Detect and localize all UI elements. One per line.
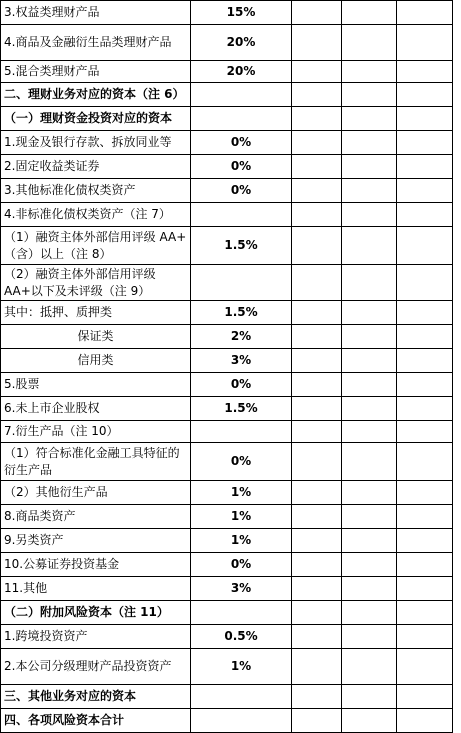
- empty-cell: [292, 1, 342, 25]
- empty-cell: [292, 349, 342, 373]
- empty-cell: [342, 685, 397, 709]
- empty-cell: [292, 553, 342, 577]
- empty-cell: [397, 203, 453, 227]
- empty-cell: [292, 155, 342, 179]
- row-label: 5.混合类理财产品: [1, 61, 191, 83]
- row-label: 3.其他标准化债权类资产: [1, 179, 191, 203]
- empty-cell: [397, 265, 453, 301]
- empty-cell: [397, 649, 453, 685]
- empty-cell: [292, 373, 342, 397]
- empty-cell: [342, 709, 397, 733]
- row-coefficient: 1.5%: [191, 301, 292, 325]
- table-row: [1, 83, 453, 107]
- empty-cell: [342, 649, 397, 685]
- table-row: [1, 203, 453, 227]
- row-coefficient: 3%: [191, 349, 292, 373]
- row-label: 5.股票: [1, 373, 191, 397]
- empty-cell: [292, 25, 342, 61]
- table-row: [1, 625, 453, 649]
- table-row: [1, 265, 453, 301]
- empty-cell: [397, 481, 453, 505]
- row-label: 2.本公司分级理财产品投资资产: [1, 649, 191, 685]
- row-label: 4.非标准化债权类资产（注 7）: [1, 203, 191, 227]
- row-coefficient: [191, 83, 292, 107]
- row-coefficient: [191, 107, 292, 131]
- empty-cell: [397, 107, 453, 131]
- table-row: [1, 25, 453, 61]
- row-coefficient: 0%: [191, 553, 292, 577]
- row-coefficient: 0%: [191, 155, 292, 179]
- empty-cell: [397, 1, 453, 25]
- row-coefficient: [191, 203, 292, 227]
- empty-cell: [397, 83, 453, 107]
- empty-cell: [342, 131, 397, 155]
- row-label: 4.商品及金融衍生品类理财产品: [1, 25, 191, 61]
- empty-cell: [397, 155, 453, 179]
- table-row: [1, 577, 453, 601]
- row-label: 四、各项风险资本合计: [1, 709, 191, 733]
- row-coefficient: 0%: [191, 179, 292, 203]
- row-label: （二）附加风险资本（注 11）: [1, 601, 191, 625]
- empty-cell: [342, 553, 397, 577]
- table-row: [1, 553, 453, 577]
- empty-cell: [397, 685, 453, 709]
- empty-cell: [342, 481, 397, 505]
- row-coefficient: 2%: [191, 325, 292, 349]
- table-row: [1, 505, 453, 529]
- empty-cell: [292, 179, 342, 203]
- row-label: 9.另类资产: [1, 529, 191, 553]
- row-label: （1）符合标准化金融工具特征的衍生产品: [1, 443, 191, 481]
- empty-cell: [397, 709, 453, 733]
- row-label: （一）理财资金投资对应的资本: [1, 107, 191, 131]
- table-row: [1, 443, 453, 481]
- row-label: （2）其他衍生产品: [1, 481, 191, 505]
- empty-cell: [292, 577, 342, 601]
- table-row: [1, 685, 453, 709]
- empty-cell: [292, 709, 342, 733]
- empty-cell: [397, 505, 453, 529]
- row-label: 其中：抵押、质押类: [1, 301, 191, 325]
- empty-cell: [292, 203, 342, 227]
- empty-cell: [342, 179, 397, 203]
- row-coefficient: [191, 709, 292, 733]
- table-row: [1, 155, 453, 179]
- row-label: 信用类: [1, 349, 191, 373]
- row-coefficient: 3%: [191, 577, 292, 601]
- row-coefficient: 20%: [191, 25, 292, 61]
- empty-cell: [397, 301, 453, 325]
- empty-cell: [397, 325, 453, 349]
- empty-cell: [397, 227, 453, 265]
- empty-cell: [397, 529, 453, 553]
- table-body: [1, 1, 453, 733]
- empty-cell: [292, 421, 342, 443]
- row-label: 二、理财业务对应的资本（注 6）: [1, 83, 191, 107]
- empty-cell: [397, 179, 453, 203]
- table-row: [1, 179, 453, 203]
- empty-cell: [292, 301, 342, 325]
- row-label: （1）融资主体外部信用评级 AA+（含）以上（注 8）: [1, 227, 191, 265]
- empty-cell: [342, 529, 397, 553]
- empty-cell: [397, 443, 453, 481]
- table-row: [1, 107, 453, 131]
- row-label: 三、其他业务对应的资本: [1, 685, 191, 709]
- row-label: 2.固定收益类证券: [1, 155, 191, 179]
- empty-cell: [342, 625, 397, 649]
- empty-cell: [342, 227, 397, 265]
- empty-cell: [342, 505, 397, 529]
- empty-cell: [397, 601, 453, 625]
- empty-cell: [342, 265, 397, 301]
- row-coefficient: [191, 421, 292, 443]
- empty-cell: [292, 325, 342, 349]
- empty-cell: [397, 577, 453, 601]
- row-coefficient: 0%: [191, 373, 292, 397]
- row-label: （2）融资主体外部信用评级 AA+以下及未评级（注 9）: [1, 265, 191, 301]
- empty-cell: [342, 325, 397, 349]
- row-label: 11.其他: [1, 577, 191, 601]
- table-row: [1, 131, 453, 155]
- row-coefficient: [191, 601, 292, 625]
- table-row: [1, 709, 453, 733]
- row-coefficient: 0%: [191, 443, 292, 481]
- empty-cell: [292, 61, 342, 83]
- empty-cell: [342, 301, 397, 325]
- empty-cell: [342, 1, 397, 25]
- table-row: [1, 227, 453, 265]
- row-coefficient: [191, 685, 292, 709]
- table-row: [1, 325, 453, 349]
- empty-cell: [292, 601, 342, 625]
- empty-cell: [342, 107, 397, 131]
- row-label: 3.权益类理财产品: [1, 1, 191, 25]
- row-label: 8.商品类资产: [1, 505, 191, 529]
- row-coefficient: 1.5%: [191, 227, 292, 265]
- row-coefficient: 1%: [191, 529, 292, 553]
- empty-cell: [342, 155, 397, 179]
- table-row: [1, 421, 453, 443]
- empty-cell: [292, 529, 342, 553]
- row-coefficient: 0%: [191, 131, 292, 155]
- table-row: [1, 397, 453, 421]
- row-label: 7.衍生产品（注 10）: [1, 421, 191, 443]
- empty-cell: [342, 349, 397, 373]
- empty-cell: [397, 553, 453, 577]
- table-row: [1, 301, 453, 325]
- row-label: 6.未上市企业股权: [1, 397, 191, 421]
- row-coefficient: 15%: [191, 1, 292, 25]
- table-row: [1, 601, 453, 625]
- empty-cell: [292, 131, 342, 155]
- empty-cell: [342, 25, 397, 61]
- empty-cell: [292, 685, 342, 709]
- empty-cell: [397, 397, 453, 421]
- row-coefficient: 1%: [191, 649, 292, 685]
- empty-cell: [292, 227, 342, 265]
- empty-cell: [292, 443, 342, 481]
- empty-cell: [342, 577, 397, 601]
- table-row: [1, 649, 453, 685]
- row-coefficient: 1%: [191, 481, 292, 505]
- row-coefficient: 1.5%: [191, 397, 292, 421]
- empty-cell: [397, 373, 453, 397]
- empty-cell: [397, 25, 453, 61]
- table-row: [1, 529, 453, 553]
- empty-cell: [342, 61, 397, 83]
- empty-cell: [292, 481, 342, 505]
- row-coefficient: 20%: [191, 61, 292, 83]
- empty-cell: [292, 83, 342, 107]
- row-coefficient: 1%: [191, 505, 292, 529]
- table-row: [1, 481, 453, 505]
- empty-cell: [342, 373, 397, 397]
- empty-cell: [397, 421, 453, 443]
- row-label: 1.现金及银行存款、拆放同业等: [1, 131, 191, 155]
- empty-cell: [342, 421, 397, 443]
- empty-cell: [292, 649, 342, 685]
- empty-cell: [292, 625, 342, 649]
- empty-cell: [342, 601, 397, 625]
- empty-cell: [397, 61, 453, 83]
- row-label: 1.跨境投资资产: [1, 625, 191, 649]
- table-row: [1, 1, 453, 25]
- empty-cell: [397, 131, 453, 155]
- table-row: [1, 61, 453, 83]
- empty-cell: [292, 397, 342, 421]
- empty-cell: [342, 203, 397, 227]
- empty-cell: [397, 349, 453, 373]
- row-coefficient: 0.5%: [191, 625, 292, 649]
- row-label: 保证类: [1, 325, 191, 349]
- empty-cell: [342, 397, 397, 421]
- empty-cell: [292, 505, 342, 529]
- row-label: 10.公募证券投资基金: [1, 553, 191, 577]
- empty-cell: [342, 443, 397, 481]
- row-coefficient: [191, 265, 292, 301]
- empty-cell: [342, 83, 397, 107]
- table-row: [1, 349, 453, 373]
- empty-cell: [292, 265, 342, 301]
- table-row: [1, 373, 453, 397]
- empty-cell: [397, 625, 453, 649]
- empty-cell: [292, 107, 342, 131]
